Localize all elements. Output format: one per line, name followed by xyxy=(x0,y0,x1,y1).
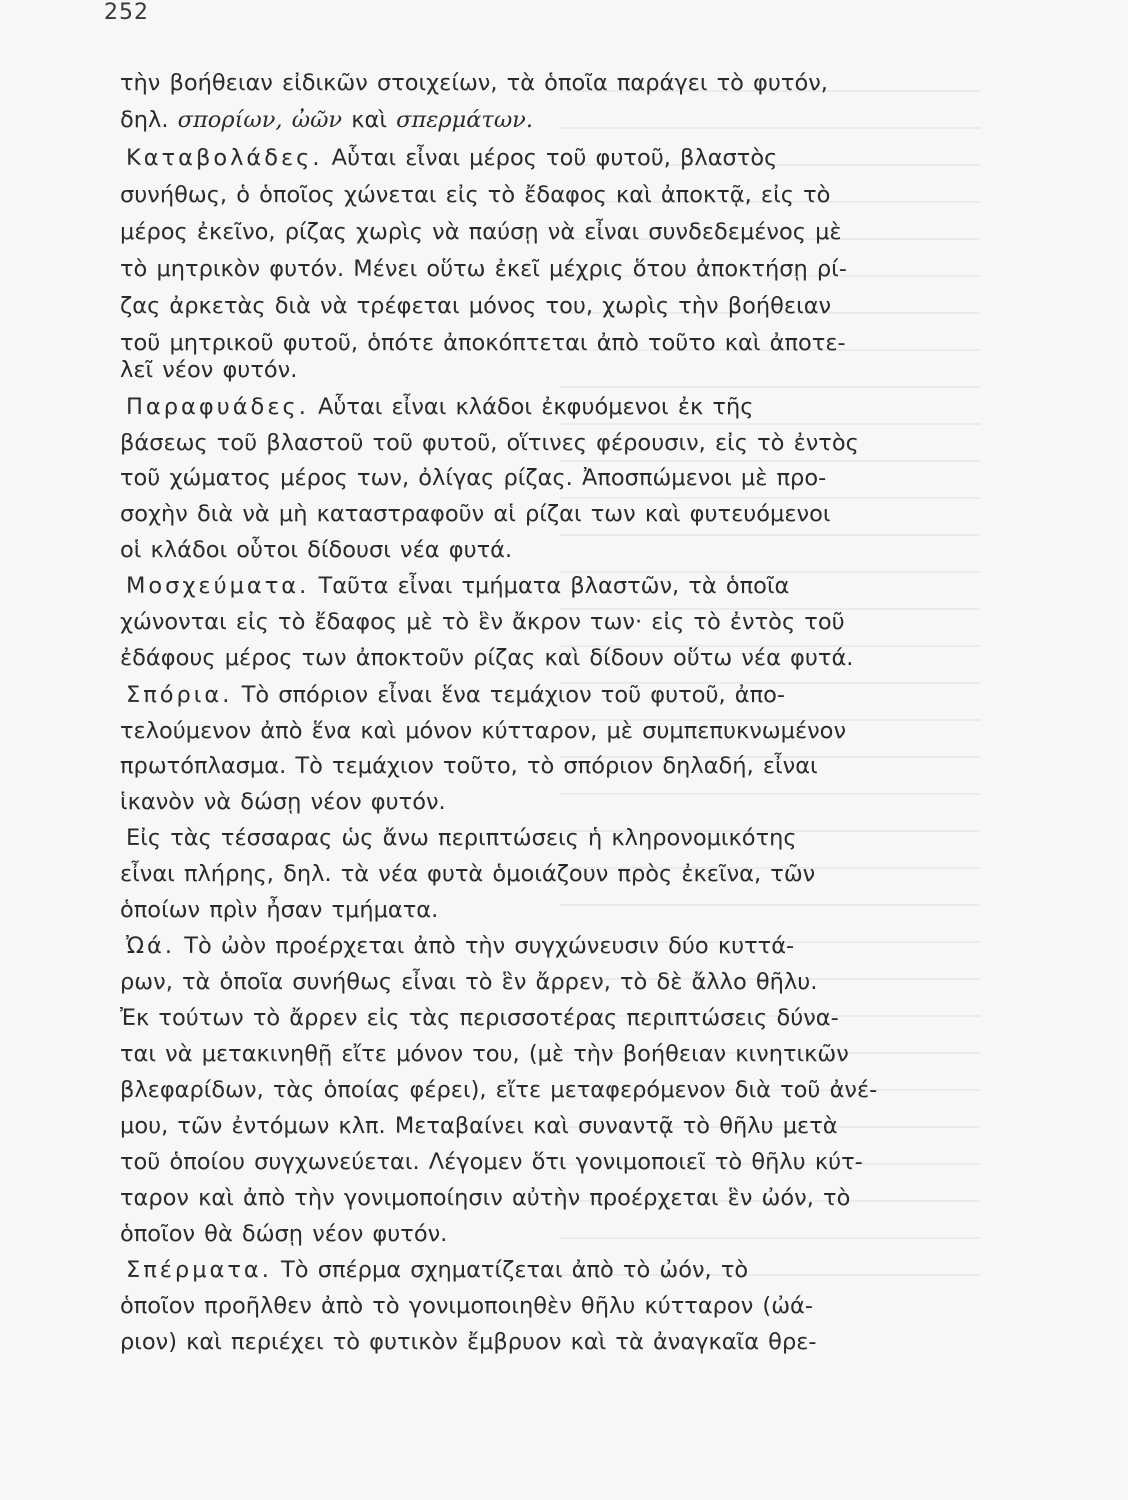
text-line: Εἰς τὰς τέσσαρας ὡς ἄνω περιπτώσεις ἡ κληρονομικότης xyxy=(126,825,797,851)
text-line: βάσεως τοῦ βλαστοῦ τοῦ φυτοῦ, οἵτινες φέρουσιν, εἰς τὸ ἐντὸς xyxy=(120,430,859,456)
text-line: μου, τῶν ἐντόμων κλπ. Μεταβαίνει καὶ συναντᾷ τὸ θῆλυ μετὰ xyxy=(120,1113,838,1139)
text-line: τὸ μητρικὸν φυτόν. Μένει οὕτω ἐκεῖ μέχρις ὅτου ἀποκτήσῃ ρί- xyxy=(120,256,847,282)
section-line-oa: Ὠά. Τὸ ὠὸν προέρχεται ἀπὸ τὴν συγχώνευσιν δύο κυττά- xyxy=(126,933,795,959)
text-line: ὁποίων πρὶν ἦσαν τμήματα. xyxy=(120,897,439,923)
text-line: τοῦ ὁποίου συγχωνεύεται. Λέγομεν ὅτι γονιμοποιεῖ τὸ θῆλυ κύτ- xyxy=(120,1149,863,1175)
text-line: ται νὰ μετακινηθῇ εἴτε μόνον του, (μὲ τὴν βοήθειαν κινητικῶν xyxy=(120,1041,849,1067)
text-line: ζας ἀρκετὰς διὰ νὰ τρέφεται μόνος του, χωρὶς τὴν βοήθειαν xyxy=(120,293,832,319)
text-line: τοῦ χώματος μέρος των, ὀλίγας ρίζας. Ἀποσπώμενοι μὲ προ- xyxy=(120,465,827,491)
text-line: ἐδάφους μέρος των ἀποκτοῦν ρίζας καὶ δίδουν οὕτω νέα φυτά. xyxy=(120,645,854,671)
text-line: ὁποῖον προῆλθεν ἀπὸ τὸ γονιμοποιηθὲν θῆλυ κύτταρον (ὠά- xyxy=(120,1293,813,1319)
section-heading: Μοσχεύματα. xyxy=(126,573,310,599)
section-line-parafyades: Παραφυάδες. Αὗται εἶναι κλάδοι ἐκφυόμενοι ἐκ τῆς xyxy=(126,394,754,420)
section-line-moscheumata: Μοσχεύματα. Ταῦτα εἶναι τμήματα βλαστῶν, τὰ ὁποῖα xyxy=(126,573,790,599)
section-heading: Σπόρια. xyxy=(126,682,233,708)
text-line: σοχὴν διὰ νὰ μὴ καταστραφοῦν αἱ ρίζαι των καὶ φυτευόμενοι xyxy=(120,501,831,527)
text-line: Ἐκ τούτων τὸ ἄρρεν εἰς τὰς περισσοτέρας περιπτώσεις δύνα- xyxy=(120,1005,839,1031)
text-line: εἶναι πλήρης, δηλ. τὰ νέα φυτὰ ὁμοιάζουν πρὸς ἐκεῖνα, τῶν xyxy=(120,861,816,887)
page-number: 252 xyxy=(104,0,149,25)
text-line: δηλ. σπορίων, ὠῶν καὶ σπερμάτων. xyxy=(120,107,534,133)
section-line-spermata: Σπέρματα. Τὸ σπέρμα σχηματίζεται ἀπὸ τὸ ὠόν, τὸ xyxy=(126,1257,749,1283)
section-heading: Ὠά. xyxy=(126,933,176,959)
text-line: ρων, τὰ ὁποῖα συνήθως εἶναι τὸ ἓν ἄρρεν, τὸ δὲ ἄλλο θῆλυ. xyxy=(120,969,818,995)
text-line: τοῦ μητρικοῦ φυτοῦ, ὁπότε ἀποκόπτεται ἀπὸ τοῦτο καὶ ἀποτε- xyxy=(120,330,846,356)
text-line: ριον) καὶ περιέχει τὸ φυτικὸν ἔμβρυον καὶ τὰ ἀναγκαῖα θρε- xyxy=(120,1329,817,1355)
text-line: συνήθως, ὁ ὁποῖος χώνεται εἰς τὸ ἔδαφος καὶ ἀποκτᾷ, εἰς τὸ xyxy=(120,182,831,208)
text-line: ἱκανὸν νὰ δώσῃ νέον φυτόν. xyxy=(120,789,446,815)
text-line: χώνονται εἰς τὸ ἔδαφος μὲ τὸ ἓν ἄκρον των· εἰς τὸ ἐντὸς τοῦ xyxy=(120,609,845,635)
section-line-katavolades: Καταβολάδες. Αὗται εἶναι μέρος τοῦ φυτοῦ, βλαστὸς xyxy=(126,145,778,171)
text-line: λεῖ νέον φυτόν. xyxy=(120,357,298,383)
section-line-sporia: Σπόρια. Τὸ σπόριον εἶναι ἕνα τεμάχιον τοῦ φυτοῦ, ἀπο- xyxy=(126,682,786,708)
text-line: βλεφαρίδων, τὰς ὁποίας φέρει), εἴτε μεταφερόμενον διὰ τοῦ ἀνέ- xyxy=(120,1077,878,1103)
text-line: ὁποῖον θὰ δώσῃ νέον φυτόν. xyxy=(120,1221,448,1247)
text-line: ταρον καὶ ἀπὸ τὴν γονιμοποίησιν αὐτὴν προέρχεται ἓν ὠόν, τὸ xyxy=(120,1185,851,1211)
section-heading: Καταβολάδες. xyxy=(126,145,323,171)
text-line: τὴν βοήθειαν εἰδικῶν στοιχείων, τὰ ὁποῖα παράγει τὸ φυτόν, xyxy=(120,70,828,96)
text-line: τελούμενον ἀπὸ ἕνα καὶ μόνον κύτταρον, μὲ συμπεπυκνωμένον xyxy=(120,718,847,744)
text-line: πρωτόπλασμα. Τὸ τεμάχιον τοῦτο, τὸ σπόριον δηλαδή, εἶναι xyxy=(120,753,818,779)
text-line: μέρος ἐκεῖνο, ρίζας χωρὶς νὰ παύσῃ νὰ εἶναι συνδεδεμένος μὲ xyxy=(120,219,842,245)
text-line: οἱ κλάδοι οὗτοι δίδουσι νέα φυτά. xyxy=(120,537,513,563)
section-heading: Παραφυάδες. xyxy=(126,394,309,420)
section-heading: Σπέρματα. xyxy=(126,1257,272,1283)
